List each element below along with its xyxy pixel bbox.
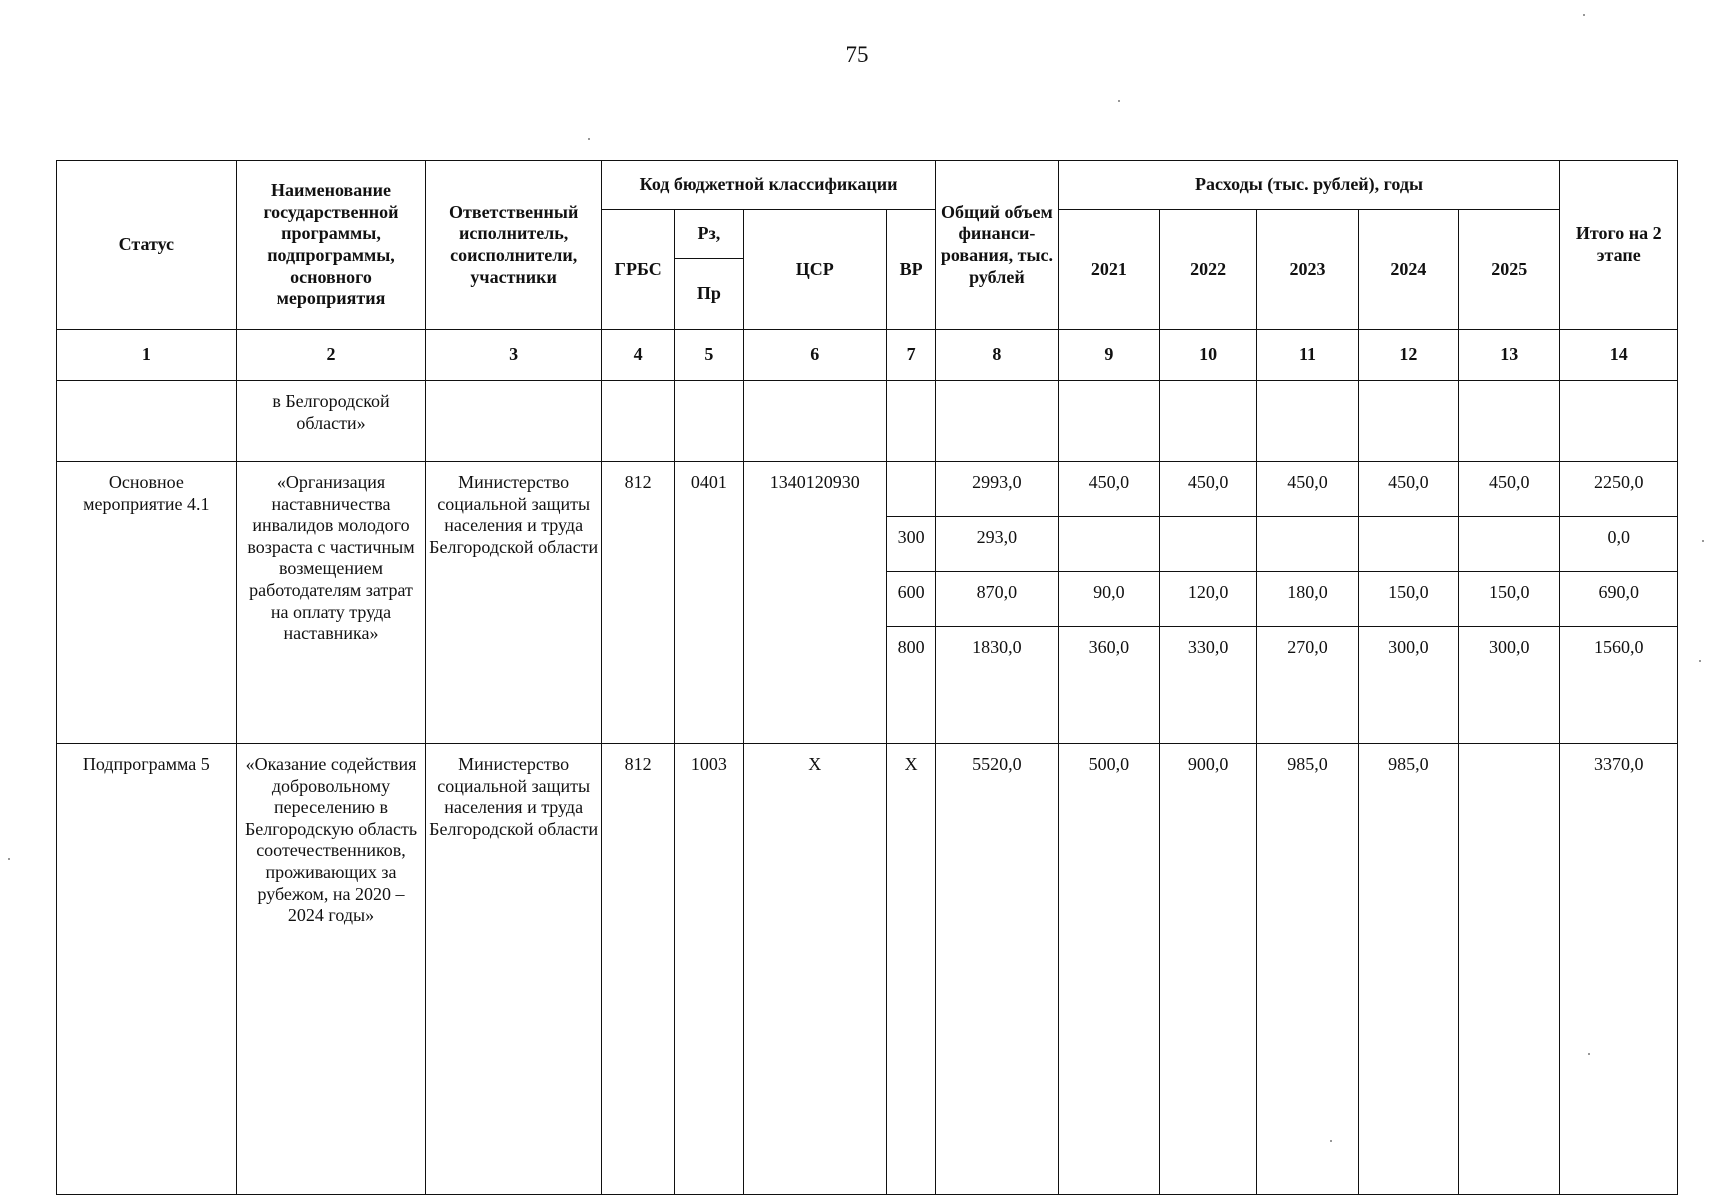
subprogram-5-grbs: 812 xyxy=(601,744,674,1195)
year-2021-cell: 90,0 xyxy=(1058,572,1159,627)
header-expenses: Расходы (тыс. рублей), годы xyxy=(1058,161,1560,210)
subprogram-5-executor: Министерство социальной защиты населения и труда Белгородской области xyxy=(426,744,602,1195)
page-number: 75 xyxy=(845,42,869,67)
empty-cell xyxy=(1358,381,1458,462)
continuation-row xyxy=(57,381,1678,462)
stage-total-cell: 2250,0 xyxy=(1560,462,1678,517)
year-2022-cell: 120,0 xyxy=(1160,572,1257,627)
year-2025-cell xyxy=(1459,744,1560,1195)
measure-4-1-rzpr: 0401 xyxy=(675,462,743,744)
year-2021-cell: 500,0 xyxy=(1058,744,1159,1195)
scan-speck xyxy=(1699,660,1701,662)
empty-cell xyxy=(1058,381,1159,462)
total-cell: 2993,0 xyxy=(936,462,1058,517)
stage-total-cell: 690,0 xyxy=(1560,572,1678,627)
subprogram-5-vr: Х xyxy=(887,744,936,1195)
year-2021-cell xyxy=(1058,517,1159,572)
subprogram-5-csr: Х xyxy=(743,744,887,1195)
measure-4-1-csr: 1340120930 xyxy=(743,462,887,744)
scan-speck xyxy=(1118,100,1120,102)
year-2021-cell: 450,0 xyxy=(1058,462,1159,517)
scan-speck xyxy=(8,858,10,860)
vr-cell: 300 xyxy=(887,517,936,572)
continuation-name: в Белгородской области» xyxy=(236,381,426,462)
subprogram-5-total: 5520,0 xyxy=(936,744,1058,1195)
measure-4-1-executor: Министерство социальной защиты населения и труда Белгородской области xyxy=(426,462,602,744)
header-pr: Пр xyxy=(675,259,743,330)
col-num: 10 xyxy=(1160,330,1257,381)
header-year-2025: 2025 xyxy=(1459,210,1560,330)
empty-cell xyxy=(936,381,1058,462)
subprogram-5-status: Подпрограмма 5 xyxy=(57,744,237,1195)
empty-cell xyxy=(57,381,237,462)
year-2024-cell: 300,0 xyxy=(1358,627,1458,744)
empty-cell xyxy=(1160,381,1257,462)
col-num: 13 xyxy=(1459,330,1560,381)
col-num: 6 xyxy=(743,330,887,381)
year-2024-cell: 150,0 xyxy=(1358,572,1458,627)
col-num: 8 xyxy=(936,330,1058,381)
header-executor: Ответственный исполнитель, соисполнители, участники xyxy=(426,161,602,330)
col-num: 3 xyxy=(426,330,602,381)
header-year-2023: 2023 xyxy=(1257,210,1358,330)
year-2023-cell: 180,0 xyxy=(1257,572,1358,627)
header-total-stage: Итого на 2 этапе xyxy=(1560,161,1678,330)
header-status: Статус xyxy=(57,161,237,330)
col-num: 2 xyxy=(236,330,426,381)
year-2023-cell xyxy=(1257,517,1358,572)
column-numbers-row xyxy=(57,330,1678,381)
header-total-volume: Общий объем финанси-рования, тыс. рублей xyxy=(936,161,1058,330)
col-num: 9 xyxy=(1058,330,1159,381)
measure-4-1-grbs: 812 xyxy=(601,462,674,744)
scan-speck xyxy=(1702,540,1704,542)
header-budget-code: Код бюджетной классификации xyxy=(601,161,935,210)
subprogram-5-row xyxy=(57,744,1678,1195)
total-cell: 293,0 xyxy=(936,517,1058,572)
header-year-2024: 2024 xyxy=(1358,210,1458,330)
year-2023-cell: 450,0 xyxy=(1257,462,1358,517)
year-2022-cell xyxy=(1160,517,1257,572)
header-year-2022: 2022 xyxy=(1160,210,1257,330)
empty-cell xyxy=(601,381,674,462)
subprogram-5-name: «Оказание содействия добровольному переселению в Белгородскую область соотечественников, проживающих за рубежом, на 2020 – 2024 годы» xyxy=(236,744,426,1195)
empty-cell xyxy=(887,381,936,462)
year-2021-cell: 360,0 xyxy=(1058,627,1159,744)
year-2025-cell: 450,0 xyxy=(1459,462,1560,517)
header-row-1 xyxy=(57,161,1678,210)
empty-cell xyxy=(743,381,887,462)
vr-cell: 800 xyxy=(887,627,936,744)
total-cell: 1830,0 xyxy=(936,627,1058,744)
empty-cell xyxy=(1560,381,1678,462)
scan-speck xyxy=(1330,1140,1332,1142)
measure-4-1-status: Основное мероприятие 4.1 xyxy=(57,462,237,744)
header-year-2021: 2021 xyxy=(1058,210,1159,330)
year-2023-cell: 985,0 xyxy=(1257,744,1358,1195)
empty-cell xyxy=(1459,381,1560,462)
header-csr: ЦСР xyxy=(743,210,887,330)
year-2025-cell: 150,0 xyxy=(1459,572,1560,627)
vr-cell: 600 xyxy=(887,572,936,627)
budget-table xyxy=(56,160,1678,1195)
stage-total-cell: 3370,0 xyxy=(1560,744,1678,1195)
total-cell: 870,0 xyxy=(936,572,1058,627)
vr-cell xyxy=(887,462,936,517)
empty-cell xyxy=(1257,381,1358,462)
scan-speck xyxy=(1588,1053,1590,1055)
empty-cell xyxy=(426,381,602,462)
stage-total-cell: 1560,0 xyxy=(1560,627,1678,744)
year-2022-cell: 450,0 xyxy=(1160,462,1257,517)
header-program-name: Наименование государственной программы, подпрограммы, основного мероприятия xyxy=(236,161,426,330)
year-2024-cell xyxy=(1358,517,1458,572)
col-num: 12 xyxy=(1358,330,1458,381)
stage-total-cell: 0,0 xyxy=(1560,517,1678,572)
scan-speck xyxy=(588,138,590,140)
header-rz: Рз, xyxy=(675,210,743,259)
header-vr: ВР xyxy=(887,210,936,330)
year-2025-cell: 300,0 xyxy=(1459,627,1560,744)
scan-speck xyxy=(1583,14,1585,16)
col-num: 1 xyxy=(57,330,237,381)
col-num: 11 xyxy=(1257,330,1358,381)
year-2025-cell xyxy=(1459,517,1560,572)
year-2024-cell: 985,0 xyxy=(1358,744,1458,1195)
year-2022-cell: 330,0 xyxy=(1160,627,1257,744)
col-num: 4 xyxy=(601,330,674,381)
subprogram-5-rzpr: 1003 xyxy=(675,744,743,1195)
measure-4-1-row xyxy=(57,462,1678,517)
col-num: 5 xyxy=(675,330,743,381)
col-num: 7 xyxy=(887,330,936,381)
measure-4-1-name: «Организация наставничества инвалидов молодого возраста с частичным возмещением работодателям затрат на оплату труда наставника» xyxy=(236,462,426,744)
header-grbs: ГРБС xyxy=(601,210,674,330)
year-2023-cell: 270,0 xyxy=(1257,627,1358,744)
col-num: 14 xyxy=(1560,330,1678,381)
year-2024-cell: 450,0 xyxy=(1358,462,1458,517)
year-2022-cell: 900,0 xyxy=(1160,744,1257,1195)
empty-cell xyxy=(675,381,743,462)
